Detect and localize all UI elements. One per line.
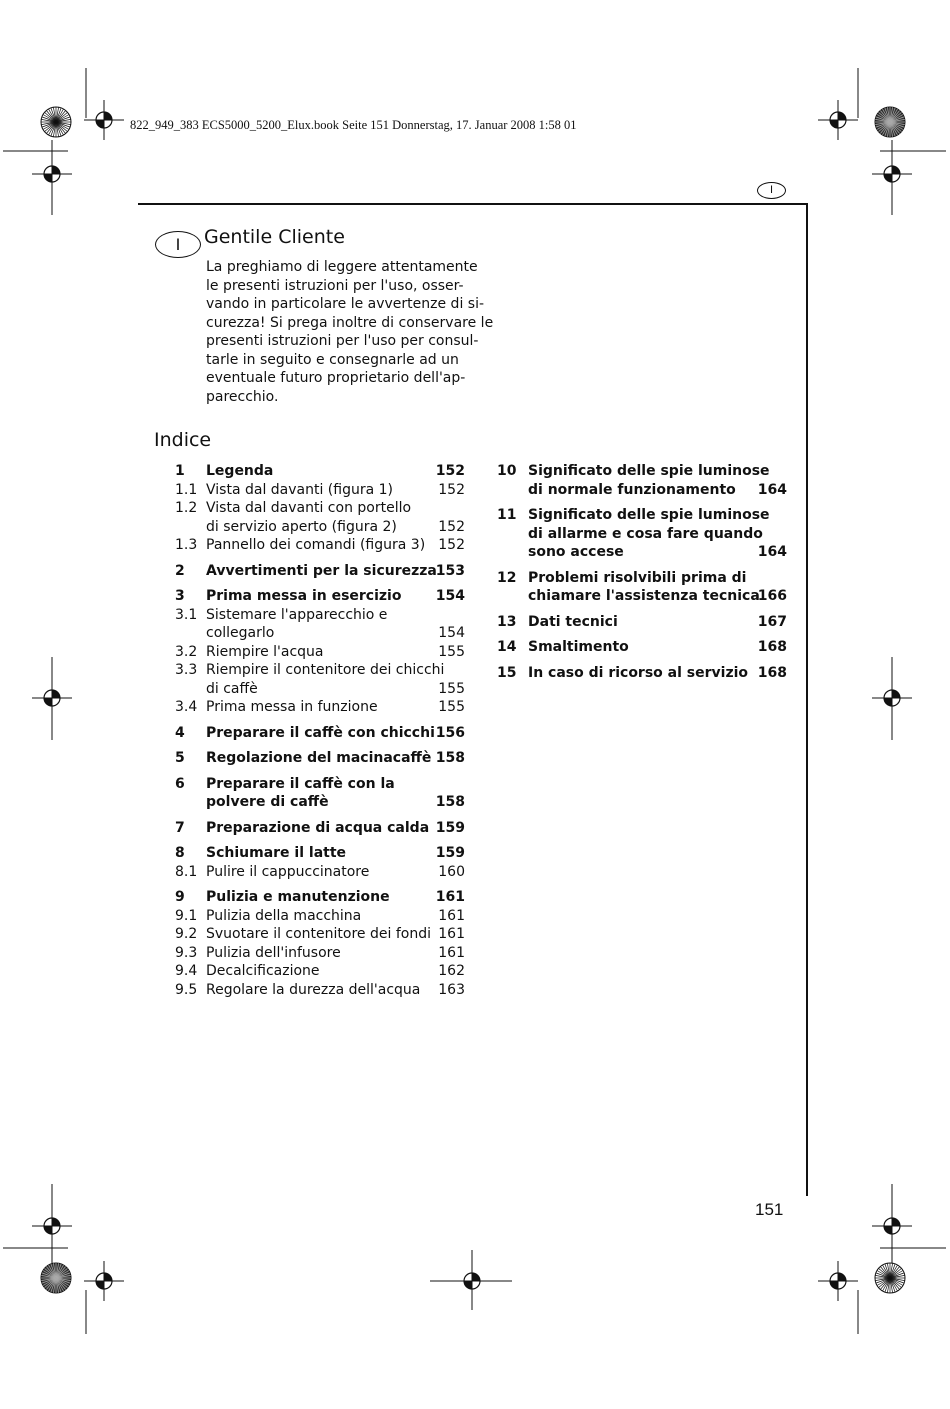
toc-entry-number: 3.2: [175, 643, 198, 660]
greeting-line: le presenti istruzioni per l'uso, osser-: [206, 277, 464, 294]
toc-entry-number: 3.1: [175, 606, 198, 623]
toc-entry-number: 10: [497, 463, 517, 479]
greeting-line: La preghiamo di leggere attentamente: [206, 259, 478, 275]
right-rule: [806, 203, 808, 1196]
toc-entry: [175, 462, 465, 481]
toc-entry-number: 6: [175, 775, 185, 792]
toc-entry-page: 158: [435, 750, 465, 766]
toc-entry-title: Pulizia e manutenzione: [206, 889, 390, 905]
toc-entry: [175, 661, 465, 698]
toc-entry-title: Sistemare l'apparecchio e: [206, 606, 388, 623]
toc-entry-title: Pulire il cappuccinatore: [206, 863, 370, 880]
toc-entry-number: 3: [175, 588, 185, 604]
toc-entry: [497, 638, 787, 657]
toc-entry-number: 5: [175, 750, 185, 766]
toc-entry-title: Prima messa in funzione: [206, 699, 378, 715]
toc-entry: [175, 819, 465, 838]
toc-entry-number: 9.2: [175, 926, 198, 942]
toc-entry-title: Vista dal davanti con portello: [206, 500, 412, 516]
toc-entry-page: 161: [438, 944, 465, 961]
toc-entry-title: Schiumare il latte: [206, 845, 347, 861]
toc-entry-title: Dati tecnici: [528, 613, 618, 630]
toc-entry: [175, 724, 465, 743]
toc-entry-title: Vista dal davanti (figura 1): [206, 481, 394, 498]
toc-entry-page: 168: [757, 664, 787, 681]
toc-entry: [175, 606, 465, 643]
toc-entry: [497, 462, 787, 499]
toc-entry-number: 7: [175, 819, 185, 836]
toc-entry-title: Preparazione di acqua calda: [206, 819, 430, 836]
toc-entry-title: Pannello dei comandi (figura 3): [206, 537, 426, 553]
toc-entry-number: 9.4: [175, 963, 198, 979]
toc-entry: [175, 907, 465, 926]
toc-title: Indice: [154, 429, 212, 451]
toc-entry-page: 159: [435, 845, 465, 861]
toc-entry-page: 152: [438, 481, 465, 498]
toc-entry: [175, 981, 465, 1000]
toc-entry-title: Riempire l'acqua: [206, 643, 324, 660]
toc-entry-number: 9: [175, 889, 185, 905]
toc-entry-title: Riempire il contenitore dei chicchi: [206, 662, 445, 678]
toc-entry-title: Svuotare il contenitore dei fondi: [206, 926, 431, 942]
greeting-line: eventuale futuro proprietario dell'ap-: [206, 370, 466, 386]
toc-entry-title: Problemi risolvibili prima di: [528, 569, 747, 586]
greeting-line: presenti istruzioni per l'uso per consul-: [206, 333, 479, 349]
toc-entry-title: sono accese: [528, 544, 624, 560]
toc-entry-number: 4: [175, 724, 185, 741]
toc-entry-page: 164: [757, 481, 787, 498]
toc-entry-title: In caso di ricorso al servizio: [528, 664, 749, 681]
toc-entry: [175, 749, 465, 768]
toc-entry-page: 160: [438, 863, 465, 880]
toc-entry-number: 1.3: [175, 537, 198, 553]
toc-entry: [497, 664, 787, 683]
toc-entry-title: chiamare l'assistenza tecnica: [528, 588, 760, 604]
toc-entry-title: Decalcificazione: [206, 963, 320, 979]
toc-entry: [175, 888, 465, 907]
toc-entry-title: Pulizia dell'infusore: [206, 944, 341, 961]
toc-entry-page: 161: [438, 907, 465, 924]
language-marker: I: [155, 231, 201, 258]
toc-entry-number: 13: [497, 613, 517, 630]
greeting-text: [206, 258, 494, 406]
toc-entry-page: 155: [438, 699, 465, 715]
toc-entry-page: 161: [435, 889, 465, 905]
toc-entry-number: 1.1: [175, 481, 198, 498]
toc-entry: [497, 506, 787, 562]
toc-entry: [497, 569, 787, 606]
top-rule: [138, 203, 808, 205]
toc-entry-page: 166: [757, 588, 787, 604]
toc-entry-page: 167: [757, 613, 787, 630]
greeting-title: Gentile Cliente: [204, 226, 345, 248]
toc-entry-page: 152: [438, 537, 465, 553]
toc-entry-title: di allarme e cosa fare quando: [528, 525, 763, 542]
toc-right-column: [497, 462, 787, 682]
toc-entry-number: 12: [497, 569, 517, 586]
toc-entry-title: di caffè: [206, 680, 258, 697]
toc-entry-page: 156: [435, 724, 465, 741]
toc-entry: [175, 643, 465, 662]
toc-entry-title: Pulizia della macchina: [206, 907, 362, 924]
toc-entry-number: 3.3: [175, 662, 198, 678]
toc-entry-title: Regolare la durezza dell'acqua: [206, 981, 421, 998]
toc-entry-number: 9.3: [175, 944, 198, 961]
language-tab: I: [757, 182, 786, 199]
greeting-line: parecchio.: [206, 388, 279, 405]
toc-entry: [175, 962, 465, 981]
toc-entry-title: Prima messa in esercizio: [206, 588, 402, 604]
toc-entry-page: 152: [435, 463, 465, 479]
toc-entry-number: 9.5: [175, 981, 198, 998]
page-number: 151: [755, 1200, 784, 1219]
toc-entry-number: 15: [497, 664, 517, 681]
print-header: 822_949_383 ECS5000_5200_Elux.book Seite 151 Donnerstag, 17. Januar 2008 1:58 01: [130, 118, 577, 132]
toc-entry-number: 8: [175, 845, 185, 861]
toc-entry-title: Preparare il caffè con la: [206, 775, 395, 792]
toc-entry-title: di servizio aperto (figura 2): [206, 518, 397, 535]
toc-entry-page: 162: [438, 963, 465, 979]
toc-entry: [175, 698, 465, 717]
toc-entry-page: 155: [438, 680, 465, 697]
toc-entry-number: 2: [175, 562, 185, 579]
toc-entry-number: 9.1: [175, 907, 198, 924]
toc-entry-page: 163: [438, 981, 465, 998]
toc-entry-title: Smaltimento: [528, 639, 629, 655]
toc-entry-page: 168: [757, 639, 787, 655]
toc-entry-number: 3.4: [175, 699, 198, 715]
toc-entry-page: 154: [435, 588, 465, 604]
toc-entry-title: Significato delle spie luminose: [528, 463, 770, 479]
toc-entry: [175, 925, 465, 944]
toc-entry-page: 153: [435, 562, 465, 579]
toc-entry: [175, 499, 465, 536]
toc-entry-title: collegarlo: [206, 625, 275, 641]
greeting-line: vando in particolare le avvertenze di si-: [206, 296, 485, 312]
greeting-line: tarle in seguito e consegnarle ad un: [206, 351, 459, 368]
toc-entry-page: 152: [438, 518, 465, 535]
greeting-line: curezza! Si prega inoltre di conservare le: [206, 314, 494, 331]
toc-entry-title: polvere di caffè: [206, 794, 329, 810]
toc-entry-number: 1: [175, 463, 185, 479]
toc-left-column: [175, 462, 465, 999]
toc-entry: [175, 481, 465, 500]
toc-entry-title: Regolazione del macinacaffè: [206, 750, 432, 766]
toc-entry-number: 14: [497, 639, 517, 655]
toc-entry: [497, 613, 787, 632]
toc-entry: [175, 775, 465, 812]
toc-entry: [175, 944, 465, 963]
toc-entry-number: 8.1: [175, 863, 198, 880]
toc-entry-title: Preparare il caffè con chicchi: [206, 724, 435, 741]
toc-entry-title: Avvertimenti per la sicurezza: [206, 562, 437, 579]
toc-entry: [175, 536, 465, 555]
toc-entry: [175, 863, 465, 882]
toc-entry: [175, 562, 465, 581]
toc-entry-number: 1.2: [175, 500, 198, 516]
toc-entry: [175, 844, 465, 863]
toc-entry-number: 11: [497, 507, 517, 523]
toc-entry-page: 155: [438, 643, 465, 660]
toc-entry-page: 158: [435, 794, 465, 810]
toc-entry-page: 164: [757, 544, 787, 560]
toc-entry-page: 159: [435, 819, 465, 836]
toc-entry-title: Legenda: [206, 463, 274, 479]
toc-entry-title: di normale funzionamento: [528, 481, 736, 498]
toc-entry-page: 161: [438, 926, 465, 942]
toc-entry-page: 154: [438, 625, 465, 641]
toc-entry: [175, 587, 465, 606]
toc-entry-title: Significato delle spie luminose: [528, 507, 770, 523]
